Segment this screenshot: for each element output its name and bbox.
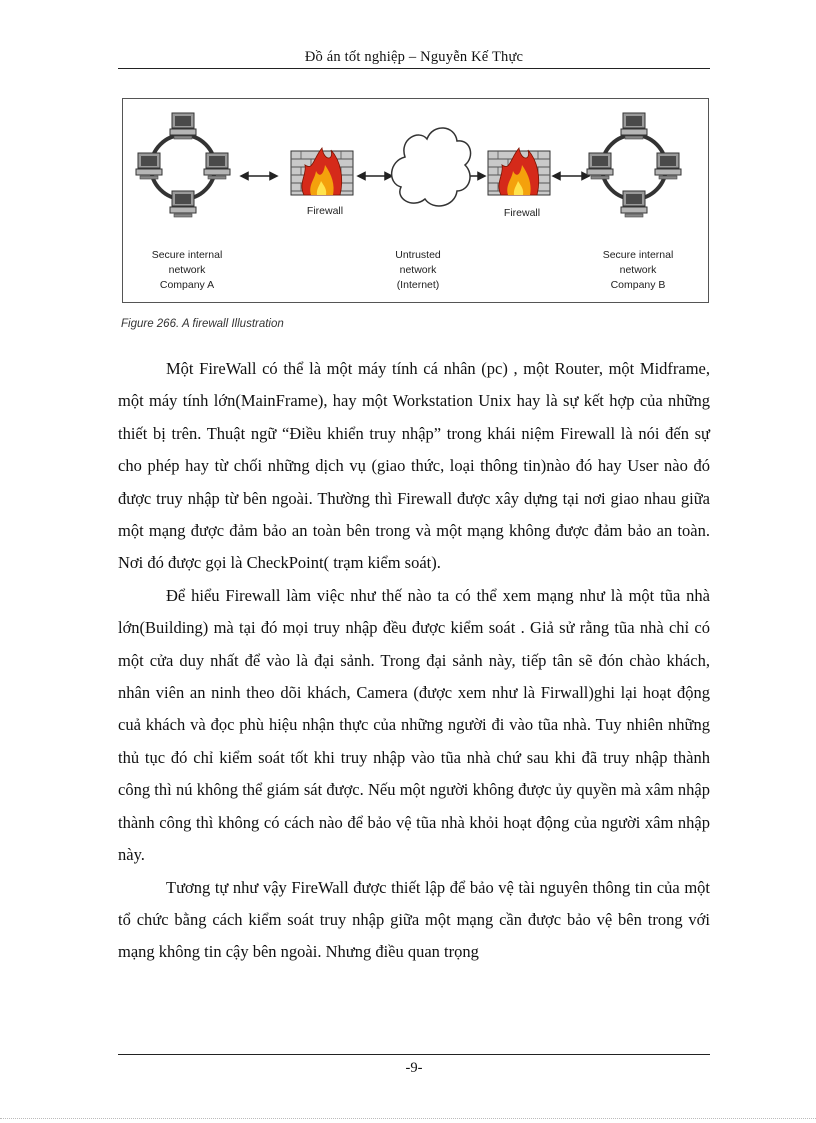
- firewall-left-label: Firewall: [306, 205, 344, 217]
- firewall-right-icon: [488, 148, 550, 195]
- firewall-figure: [122, 98, 709, 303]
- page-number: -9-: [405, 1060, 423, 1076]
- firewall-left-icon: [291, 148, 353, 195]
- page-edge-divider: [0, 1118, 816, 1119]
- paragraph-2: Để hiểu Firewall làm việc như thế nào ta có thể xem mạng như là một tũa nhà lớn(Building) mà tại đó mọi truy nhập đều được kiểm soát . Giả sử rằng tũa nhà chỉ có một cửa duy nhất để vào là đại sảnh. Trong đại sảnh này, tiếp tân sẽ đón chào khách, nhân viên an ninh theo dõi khách, Camera (được xem như là Firwall)ghi lại hoạt động cuả khách và đọc phù hiệu nhận thực của những người đi vào tũa nhà. Tuy nhiên những thủ tục đó chỉ kiểm soát tốt khi truy nhập vào tũa nhà chứ sau khi đã truy nhập thành công thì nú không thể giám sát được. Nếu một người không được ủy quyền mà xâm nhập thành công thì không có cách nào để bảo vệ tũa nhà khỏi hoạt động của người xâm nhập này.: [118, 585, 710, 865]
- page-header-title: Đồ án tốt nghiệp – Nguyễn Kế Thực: [304, 49, 524, 65]
- network-company-a-icon: [136, 113, 230, 217]
- internet-cloud-icon: [392, 128, 471, 206]
- firewall-right-label: Firewall: [503, 207, 541, 219]
- paragraph-3: Tương tự như vậy FireWall được thiết lập để bảo vệ tài nguyên thông tin của một tổ chức bằng cách kiểm soát truy nhập giữa một mạng cần được bảo vệ bên trong với mạng không tin cậy bên ngoài. Nhưng điều quan trọng: [118, 877, 710, 962]
- figure-caption: Figure 266. A firewall Illustration: [121, 318, 284, 330]
- company-a-label: Secure internal network Company A: [151, 249, 223, 291]
- footer-rule: [118, 1054, 710, 1055]
- internet-label: Untrusted network (Internet): [395, 249, 441, 291]
- paragraph-1: Một FireWall có thể là một máy tính cá nhân (pc) , một Router, một Midframe, một máy tính lớn(MainFrame), hay một Workstation Unix hay là sự kết hợp của những thiết bị trên. Thuật ngữ “Điều khiển truy nhập” trong khái niệm Firewall là nói đến sự cho phép hay từ chối những dịch vụ (giao thức, loại thông tin)nào đó hay User nào đó được truy nhập từ bên ngoài. Thường thì Firewall được xây dựng tại nơi giao nhau giữa một mạng được đảm bảo an toàn bên trong và một mạng không được đảm bảo an toàn. Nơi đó được gọi là CheckPoint( trạm kiểm soát).: [118, 359, 710, 573]
- header-rule: [118, 68, 710, 69]
- company-b-label: Secure internal network Company B: [602, 249, 674, 291]
- body-text: [118, 353, 710, 969]
- network-company-b-icon: [587, 113, 681, 217]
